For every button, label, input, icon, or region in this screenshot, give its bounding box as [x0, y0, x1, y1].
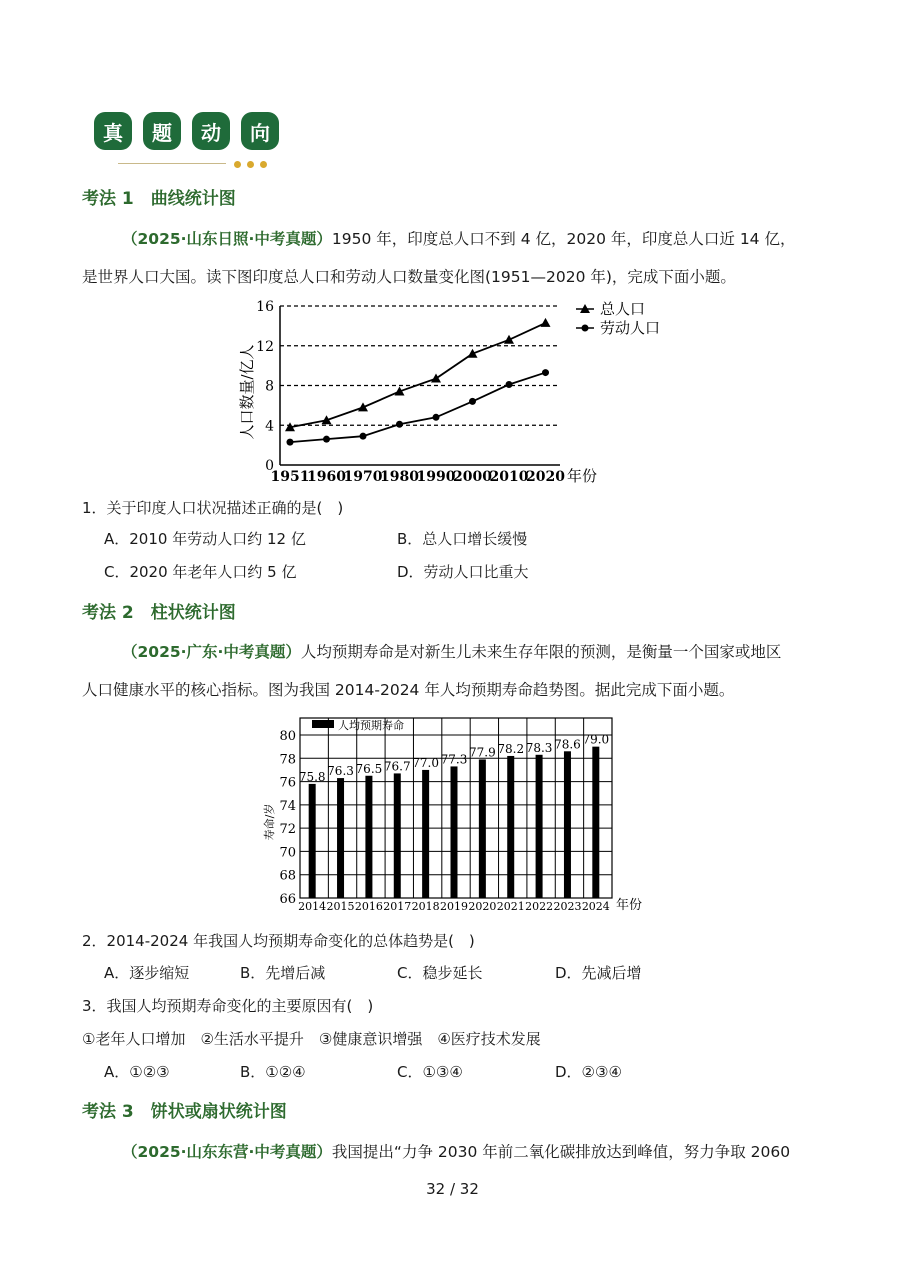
bar-chart-x-tick: 2022	[525, 900, 554, 913]
line-chart	[230, 292, 670, 492]
header-tile-1: 真	[94, 112, 132, 150]
bar-chart-x-tick: 2014	[298, 900, 327, 913]
bar	[309, 784, 316, 898]
line-chart-x-tick: 1990	[416, 469, 456, 485]
header-divider	[118, 163, 226, 164]
q1-option-c[interactable]: C．2020 年老年人口约 5 亿	[104, 563, 297, 581]
question-1: 1．关于印度人口状况描述正确的是( )	[82, 499, 344, 517]
section2-text-line2: 人口健康水平的核心指标。图为我国 2014-2024 年人均预期寿命趋势图。据此完成下面小题。	[82, 681, 735, 699]
bar-chart-y-tick: 78	[279, 752, 296, 768]
labor-population-point	[506, 381, 513, 388]
bar-chart-x-label: 年份	[616, 898, 643, 913]
section2-text-line1: 人均预期寿命是对新生儿未来生存年限的预测，是衡量一个国家或地区	[300, 643, 782, 661]
header-tile-3: 动	[192, 112, 230, 150]
bar-legend-label: 人均预期寿命	[338, 719, 404, 732]
bar-chart-x-tick: 2018	[411, 900, 440, 913]
q3-option-d[interactable]: D．②③④	[555, 1063, 622, 1081]
bar-chart-x-tick: 2024	[581, 900, 610, 913]
bar-chart-x-tick: 2021	[496, 900, 525, 913]
line-chart-x-tick: 1980	[380, 469, 419, 485]
line-chart-x-tick: 1970	[343, 469, 383, 485]
q2-option-a[interactable]: A．逐步缩短	[104, 964, 190, 982]
header-tile-4: 向	[241, 112, 279, 150]
labor-population-point	[542, 369, 549, 376]
bar-chart	[258, 712, 658, 917]
line-chart-x-tick: 2020	[526, 469, 565, 485]
total-population-point	[431, 374, 441, 383]
line-chart-y-tick: 12	[256, 338, 274, 355]
bar-value-label: 76.7	[383, 759, 411, 774]
q2-option-c[interactable]: C．稳步延长	[397, 964, 483, 982]
bar-value-label: 78.3	[525, 740, 553, 755]
section3-paragraph	[82, 1142, 826, 1162]
q3-option-b[interactable]: B．①②④	[240, 1063, 306, 1081]
total-population-point	[541, 318, 551, 327]
line-chart-y-tick: 16	[256, 299, 274, 315]
bar-chart-x-tick: 2020	[468, 900, 497, 913]
page-number: 32 / 32	[426, 1180, 479, 1198]
bar	[394, 773, 401, 898]
section1-title: 考法 1 曲线统计图	[82, 189, 236, 209]
line-chart-y-tick: 8	[265, 378, 274, 395]
section1-text-line1: 1950 年，印度总人口不到 4 亿，2020 年，印度总人口近 14 亿，	[331, 230, 796, 248]
labor-population-point	[360, 433, 367, 440]
line-chart-y-label: 人口数量/亿人	[238, 344, 256, 440]
line-chart-x-tick: 1951	[270, 469, 310, 485]
bar-chart-y-label: 寿命/岁	[263, 803, 276, 841]
labor-population-point	[287, 439, 294, 446]
header-dot	[260, 161, 267, 168]
labor-population-point	[323, 436, 330, 443]
q1-option-a[interactable]: A．2010 年劳动人口约 12 亿	[104, 530, 306, 548]
line-chart-x-label: 年份	[567, 467, 598, 485]
section3-title: 考法 3 饼状或扇状统计图	[82, 1102, 287, 1122]
bar-chart-x-tick: 2019	[440, 900, 468, 913]
line-chart-y-tick: 0	[265, 458, 274, 474]
labor-population-point	[469, 398, 476, 405]
question-2: 2．2014-2024 年我国人均预期寿命变化的总体趋势是( )	[82, 932, 475, 950]
bar-chart-x-tick: 2017	[383, 900, 412, 913]
q3-option-c[interactable]: C．①③④	[397, 1063, 463, 1081]
bar-value-label: 76.5	[355, 761, 383, 776]
q2-option-d[interactable]: D．先减后增	[555, 964, 642, 982]
bar-chart-y-tick: 68	[279, 868, 296, 884]
bar-chart-y-tick: 72	[279, 822, 296, 838]
legend-labor-marker	[582, 325, 589, 332]
section3-text-line1: 我国提出“力争 2030 年前二氧化碳排放达到峰值，努力争取 2060	[331, 1143, 791, 1161]
labor-population-point	[433, 414, 440, 421]
header-tile-2: 题	[143, 112, 181, 150]
q1-option-d[interactable]: D．劳动人口比重大	[397, 563, 529, 581]
bar	[507, 756, 514, 898]
q1-option-b[interactable]: B．总人口增长缓慢	[397, 530, 528, 548]
bar-chart-y-tick: 74	[279, 798, 296, 814]
bar	[536, 755, 543, 898]
line-chart-y-tick: 4	[265, 418, 274, 435]
bar-value-label: 78.6	[554, 737, 581, 752]
bar-value-label: 79.0	[582, 732, 610, 747]
line-chart-x-tick: 2010	[489, 469, 529, 485]
bar-chart-y-tick: 70	[279, 845, 296, 861]
section3-source: （2025·山东东营·中考真题）	[122, 1143, 332, 1161]
legend-labor-label: 劳动人口	[600, 319, 661, 337]
q2-option-b[interactable]: B．先增后减	[240, 964, 326, 982]
header-dot	[247, 161, 254, 168]
bar	[422, 770, 429, 898]
bar-legend-swatch	[312, 720, 334, 728]
bar-chart-y-tick: 66	[279, 892, 296, 907]
bar-value-label: 76.3	[327, 764, 354, 779]
line-chart-x-tick: 1960	[307, 469, 346, 485]
bar	[479, 759, 486, 898]
q3-reasons: ①老年人口增加 ②生活水平提升 ③健康意识增强 ④医疗技术发展	[82, 1030, 541, 1048]
labor-population-point	[396, 421, 403, 428]
total-population-point	[504, 335, 514, 344]
section1-paragraph	[82, 229, 826, 249]
bar-value-label: 75.8	[298, 769, 326, 784]
q3-option-a[interactable]: A．①②③	[104, 1063, 170, 1081]
bar-chart-x-tick: 2016	[354, 900, 383, 913]
section1-source: （2025·山东日照·中考真题）	[122, 230, 332, 248]
bar-value-label: 77.0	[412, 755, 439, 770]
bar	[564, 751, 571, 898]
bar	[337, 778, 344, 898]
total-population-point	[358, 402, 368, 411]
bar	[451, 766, 458, 898]
bar-chart-y-tick: 76	[279, 775, 296, 791]
section1-text-line2: 是世界人口大国。读下图印度总人口和劳动人口数量变化图(1951—2020 年)，完成下面小题。	[82, 268, 736, 286]
bar-chart-x-tick: 2023	[553, 900, 582, 913]
bar-chart-y-tick: 80	[279, 729, 296, 744]
question-3: 3．我国人均预期寿命变化的主要原因有( )	[82, 997, 374, 1015]
line-chart-x-tick: 2000	[453, 469, 492, 485]
bar-chart-x-tick: 2015	[326, 900, 355, 913]
section2-paragraph	[82, 642, 826, 662]
bar	[365, 776, 372, 898]
legend-total-label: 总人口	[600, 300, 646, 318]
bar-value-label: 78.2	[497, 741, 525, 756]
section2-source: （2025·广东·中考真题）	[122, 643, 301, 661]
bar-value-label: 77.9	[469, 745, 496, 760]
bar-value-label: 77.3	[440, 752, 468, 767]
bar	[592, 747, 599, 898]
section2-title: 考法 2 柱状统计图	[82, 603, 236, 623]
header-dot	[234, 161, 241, 168]
